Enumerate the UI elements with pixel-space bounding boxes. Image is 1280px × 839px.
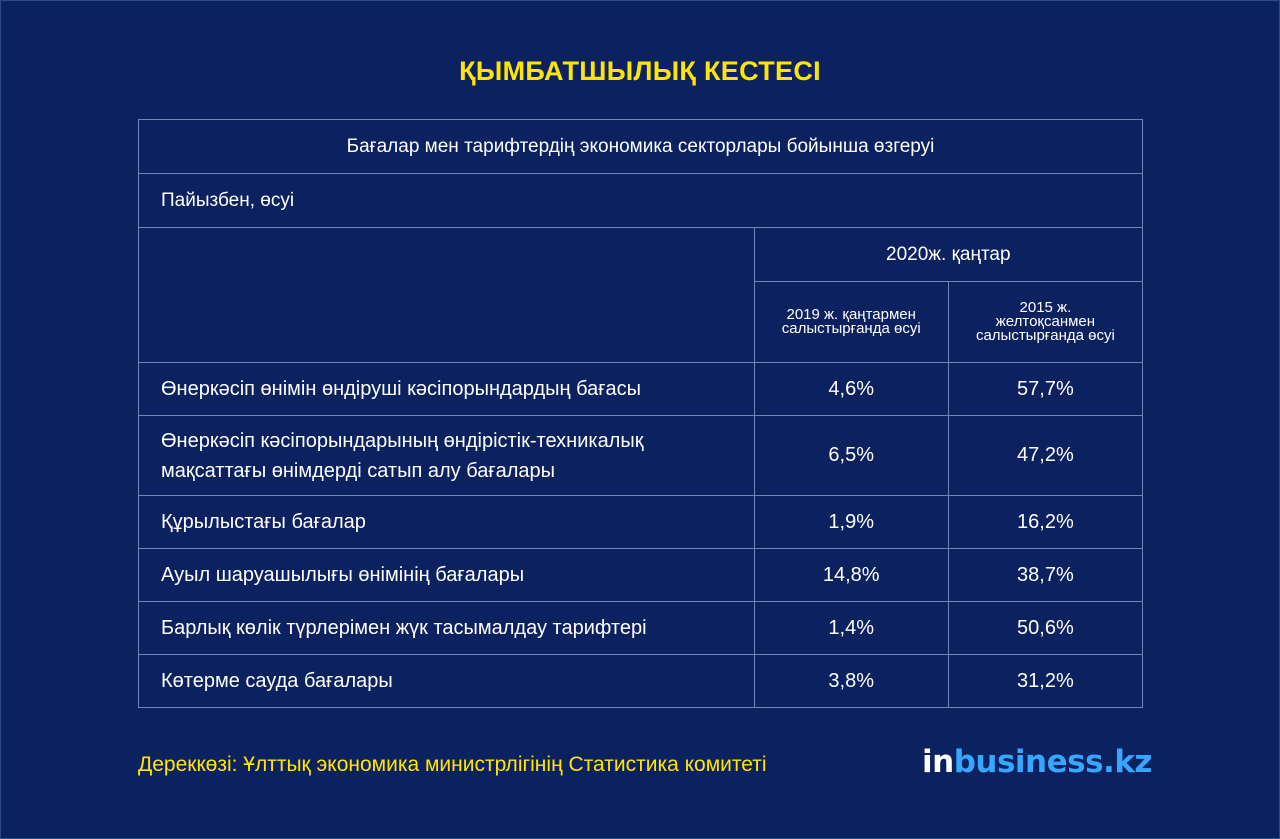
row-label: Барлық көлік түрлерімен жүк тасымалдау тарифтері [139, 602, 755, 655]
price-table [138, 119, 1143, 708]
value-2019: 3,8% [754, 655, 948, 708]
table-row [139, 416, 1143, 496]
table-caption: Бағалар мен тарифтердің экономика секторлары бойынша өзгеруі [139, 120, 1143, 174]
row-label: Ауыл шаруашылығы өнімінің бағалары [139, 549, 755, 602]
value-2015: 57,7% [948, 363, 1142, 416]
table-row [139, 496, 1143, 549]
period-header: 2020ж. қаңтар [754, 228, 1142, 282]
column-header-2019 [754, 282, 948, 363]
column-header-2015-label: 2015 ж. желтоқсанмен салыстырғанда өсуі [975, 299, 1115, 344]
value-2015: 50,6% [948, 602, 1142, 655]
table-row [139, 363, 1143, 416]
value-2019: 1,4% [754, 602, 948, 655]
row-label: Көтерме сауда бағалары [139, 655, 755, 708]
header-blank-cell [139, 228, 755, 363]
table-row [139, 655, 1143, 708]
source-note: Дереккөзі: Ұлттық экономика министрлігінің Статистика комитеті [138, 753, 767, 776]
value-2019: 6,5% [754, 416, 948, 496]
value-2015: 31,2% [948, 655, 1142, 708]
row-label: Құрылыстағы бағалар [139, 496, 755, 549]
logo-suffix: business.kz [953, 744, 1152, 780]
value-2019: 14,8% [754, 549, 948, 602]
value-2019: 1,9% [754, 496, 948, 549]
row-label: Өнеркәсіп кәсіпорындарының өндірістік-техникалық мақсаттағы өнімдерді сатып алу бағалары [139, 416, 755, 496]
column-header-2015 [948, 282, 1142, 363]
table-row [139, 549, 1143, 602]
logo-prefix: in [922, 744, 954, 780]
column-header-2019-label: 2019 ж. қаңтармен салыстырғанда өсуі [781, 306, 921, 337]
value-2015: 38,7% [948, 549, 1142, 602]
value-2019: 4,6% [754, 363, 948, 416]
value-2015: 47,2% [948, 416, 1142, 496]
inbusiness-logo [922, 744, 1152, 780]
table-units: Пайызбен, өсуі [139, 174, 1143, 228]
row-label: Өнеркәсіп өнімін өндіруші кәсіпорындардың бағасы [139, 363, 755, 416]
value-2015: 16,2% [948, 496, 1142, 549]
table-row [139, 602, 1143, 655]
page-title: ҚЫМБАТШЫЛЫҚ КЕСТЕСІ [459, 56, 821, 86]
